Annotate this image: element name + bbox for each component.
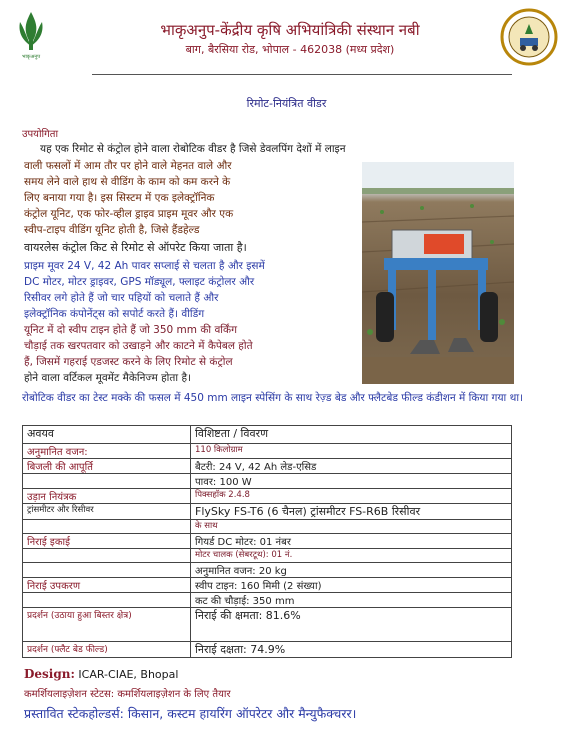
utility-label: उपयोगिता — [22, 129, 59, 140]
row-value: गियर्ड DC मोटर: 01 नंबर — [191, 534, 512, 549]
row-key: अनुमानित वजन: — [23, 444, 191, 459]
table-row — [23, 549, 512, 563]
table-row — [23, 534, 512, 549]
row-key — [23, 520, 191, 534]
row-value: स्वीप टाइन: 160 मिमी (2 संख्या) — [191, 578, 512, 593]
table-row — [23, 459, 512, 474]
row-key: प्रदर्शन (उठाया हुआ बिस्तर क्षेत्र) — [23, 608, 191, 642]
row-key: उड़ान नियंत्रक — [23, 489, 191, 504]
institute-title: भाकृअनुप-केंद्रीय कृषि अभियांत्रिकी संस्थान नबी — [160, 21, 420, 39]
row-value: FlySky FS-T6 (6 चैनल) ट्रांसमीटर FS-R6B रिसीवर — [191, 504, 512, 520]
utility-line: वायरलेस कंट्रोल किट से रिमोट से ऑपरेट किया जाता है। — [24, 241, 247, 254]
utility-line: होने वाला वर्टिकल मूवमेंट मैकेनिज्म होता है। — [24, 372, 191, 384]
table-row — [23, 520, 512, 534]
row-value: पिक्सहॉक 2.4.8 — [191, 489, 512, 504]
utility-line: रिसीवर लगे होते हैं जो चार पहियों को चलाते हैं और — [24, 292, 219, 304]
utility-line: स्वीप-टाइप वीडिंग यूनिट होती है, जिसे हैंडहेल्ड — [24, 224, 200, 236]
logo-caption: भाकृअनुप — [21, 54, 41, 60]
header-divider — [92, 74, 512, 75]
utility-line: DC मोटर, मोटर ड्राइवर, GPS मॉड्यूल, फ्लाइट कंट्रोलर और — [24, 276, 255, 288]
table-row — [23, 474, 512, 489]
row-value: अनुमानित वजन: 20 kg — [191, 563, 512, 578]
row-key — [23, 593, 191, 608]
row-value: मोटर चालक (सेबरटूथ): 01 नं. — [191, 549, 512, 563]
utility-line: हैं, जिसमें गहराई एडजस्ट करने के लिए रिमोट से कंट्रोल — [24, 356, 233, 368]
header-specification: विशिष्टता / विवरण — [191, 426, 512, 444]
institute-address: बाग, बैरसिया रोड, भोपाल - 462038 (मध्य प्रदेश) — [185, 43, 395, 56]
icar-logo-icon — [12, 8, 50, 66]
table-header-row — [23, 426, 512, 444]
row-key — [23, 474, 191, 489]
design-label: Design: — [24, 667, 75, 681]
stakeholders: प्रस्तावित स्टेकहोल्डर्स: किसान, कस्टम हायरिंग ऑपरेटर और मैन्युफैक्चरर। — [24, 706, 357, 721]
table-row — [23, 444, 512, 459]
row-key: ट्रांसमीटर और रिसीवर — [23, 504, 191, 520]
commercialisation-status: कमर्शियलाइज़ेशन स्टेटस: कमर्शियलाइज़ेशन के लिए तैयार — [24, 689, 231, 700]
ciae-emblem-icon — [500, 8, 558, 66]
utility-line: वाली फसलों में आम तौर पर होने वाले मेहनत वाले और — [24, 160, 232, 172]
row-value: के साथ — [191, 520, 512, 534]
table-row — [23, 563, 512, 578]
row-key — [23, 549, 191, 563]
utility-line: यूनिट में दो स्वीप टाइन होते हैं जो 350 mm की वर्किंग — [24, 324, 237, 336]
header-component: अवयव — [23, 426, 191, 444]
document-title: रिमोट-नियंत्रित वीडर — [246, 97, 327, 110]
row-value: निराई की क्षमता: 81.6% — [191, 608, 512, 642]
specification-table — [22, 425, 512, 658]
row-value: बैटरी: 24 V, 42 Ah लेड-एसिड — [191, 459, 512, 474]
table-row — [23, 642, 512, 658]
row-value: पावर: 100 W — [191, 474, 512, 489]
utility-line: इलेक्ट्रॉनिक कंपोनेंट्स को सपोर्ट करते हैं। वीडिंग — [24, 308, 205, 320]
table-row — [23, 593, 512, 608]
table-row — [23, 504, 512, 520]
utility-line: लिए बनाया गया है। इस सिस्टम में एक इलेक्ट्रॉनिक — [24, 192, 215, 204]
table-row — [23, 489, 512, 504]
row-value: 110 किलोग्राम — [191, 444, 512, 459]
test-note: रोबोटिक वीडर का टेस्ट मक्के की फसल में 450 mm लाइन स्पेसिंग के साथ रेज़्ड बेड और फ्लैटबेड फील्ड कंडीशन में किया गया था। — [22, 392, 524, 404]
weeder-illustration — [362, 162, 514, 384]
row-value: कट की चौड़ाई: 350 mm — [191, 593, 512, 608]
row-value: निराई दक्षता: 74.9% — [191, 642, 512, 658]
table-row — [23, 608, 512, 642]
design-credit — [24, 667, 178, 681]
utility-first-line: यह एक रिमोट से कंट्रोल होने वाला रोबोटिक वीडर है जिसे डेवलपिंग देशों में लाइन — [40, 143, 346, 155]
row-key: निराई उपकरण — [23, 578, 191, 593]
row-key: प्रदर्शन (फ्लैट बेड फील्ड) — [23, 642, 191, 658]
utility-line: समय लेने वाले हाथ से वीडिंग के काम को कम करने के — [24, 176, 231, 188]
row-key: निराई इकाई — [23, 534, 191, 549]
row-key: बिजली की आपूर्ति — [23, 459, 191, 474]
table-row — [23, 578, 512, 593]
weeder-photo — [362, 162, 514, 384]
utility-line: प्राइम मूवर 24 V, 42 Ah पावर सप्लाई से चलता है और इसमें — [24, 260, 265, 272]
page-header — [0, 0, 573, 78]
row-key — [23, 563, 191, 578]
utility-line: कंट्रोल यूनिट, एक फोर-व्हील ड्राइव प्राइम मूवर और एक — [24, 208, 234, 220]
design-value: ICAR-CIAE, Bhopal — [78, 668, 179, 681]
utility-line: चौड़ाई तक खरपतवार को उखाड़ने और काटने में कैपेबल होते — [24, 340, 253, 352]
